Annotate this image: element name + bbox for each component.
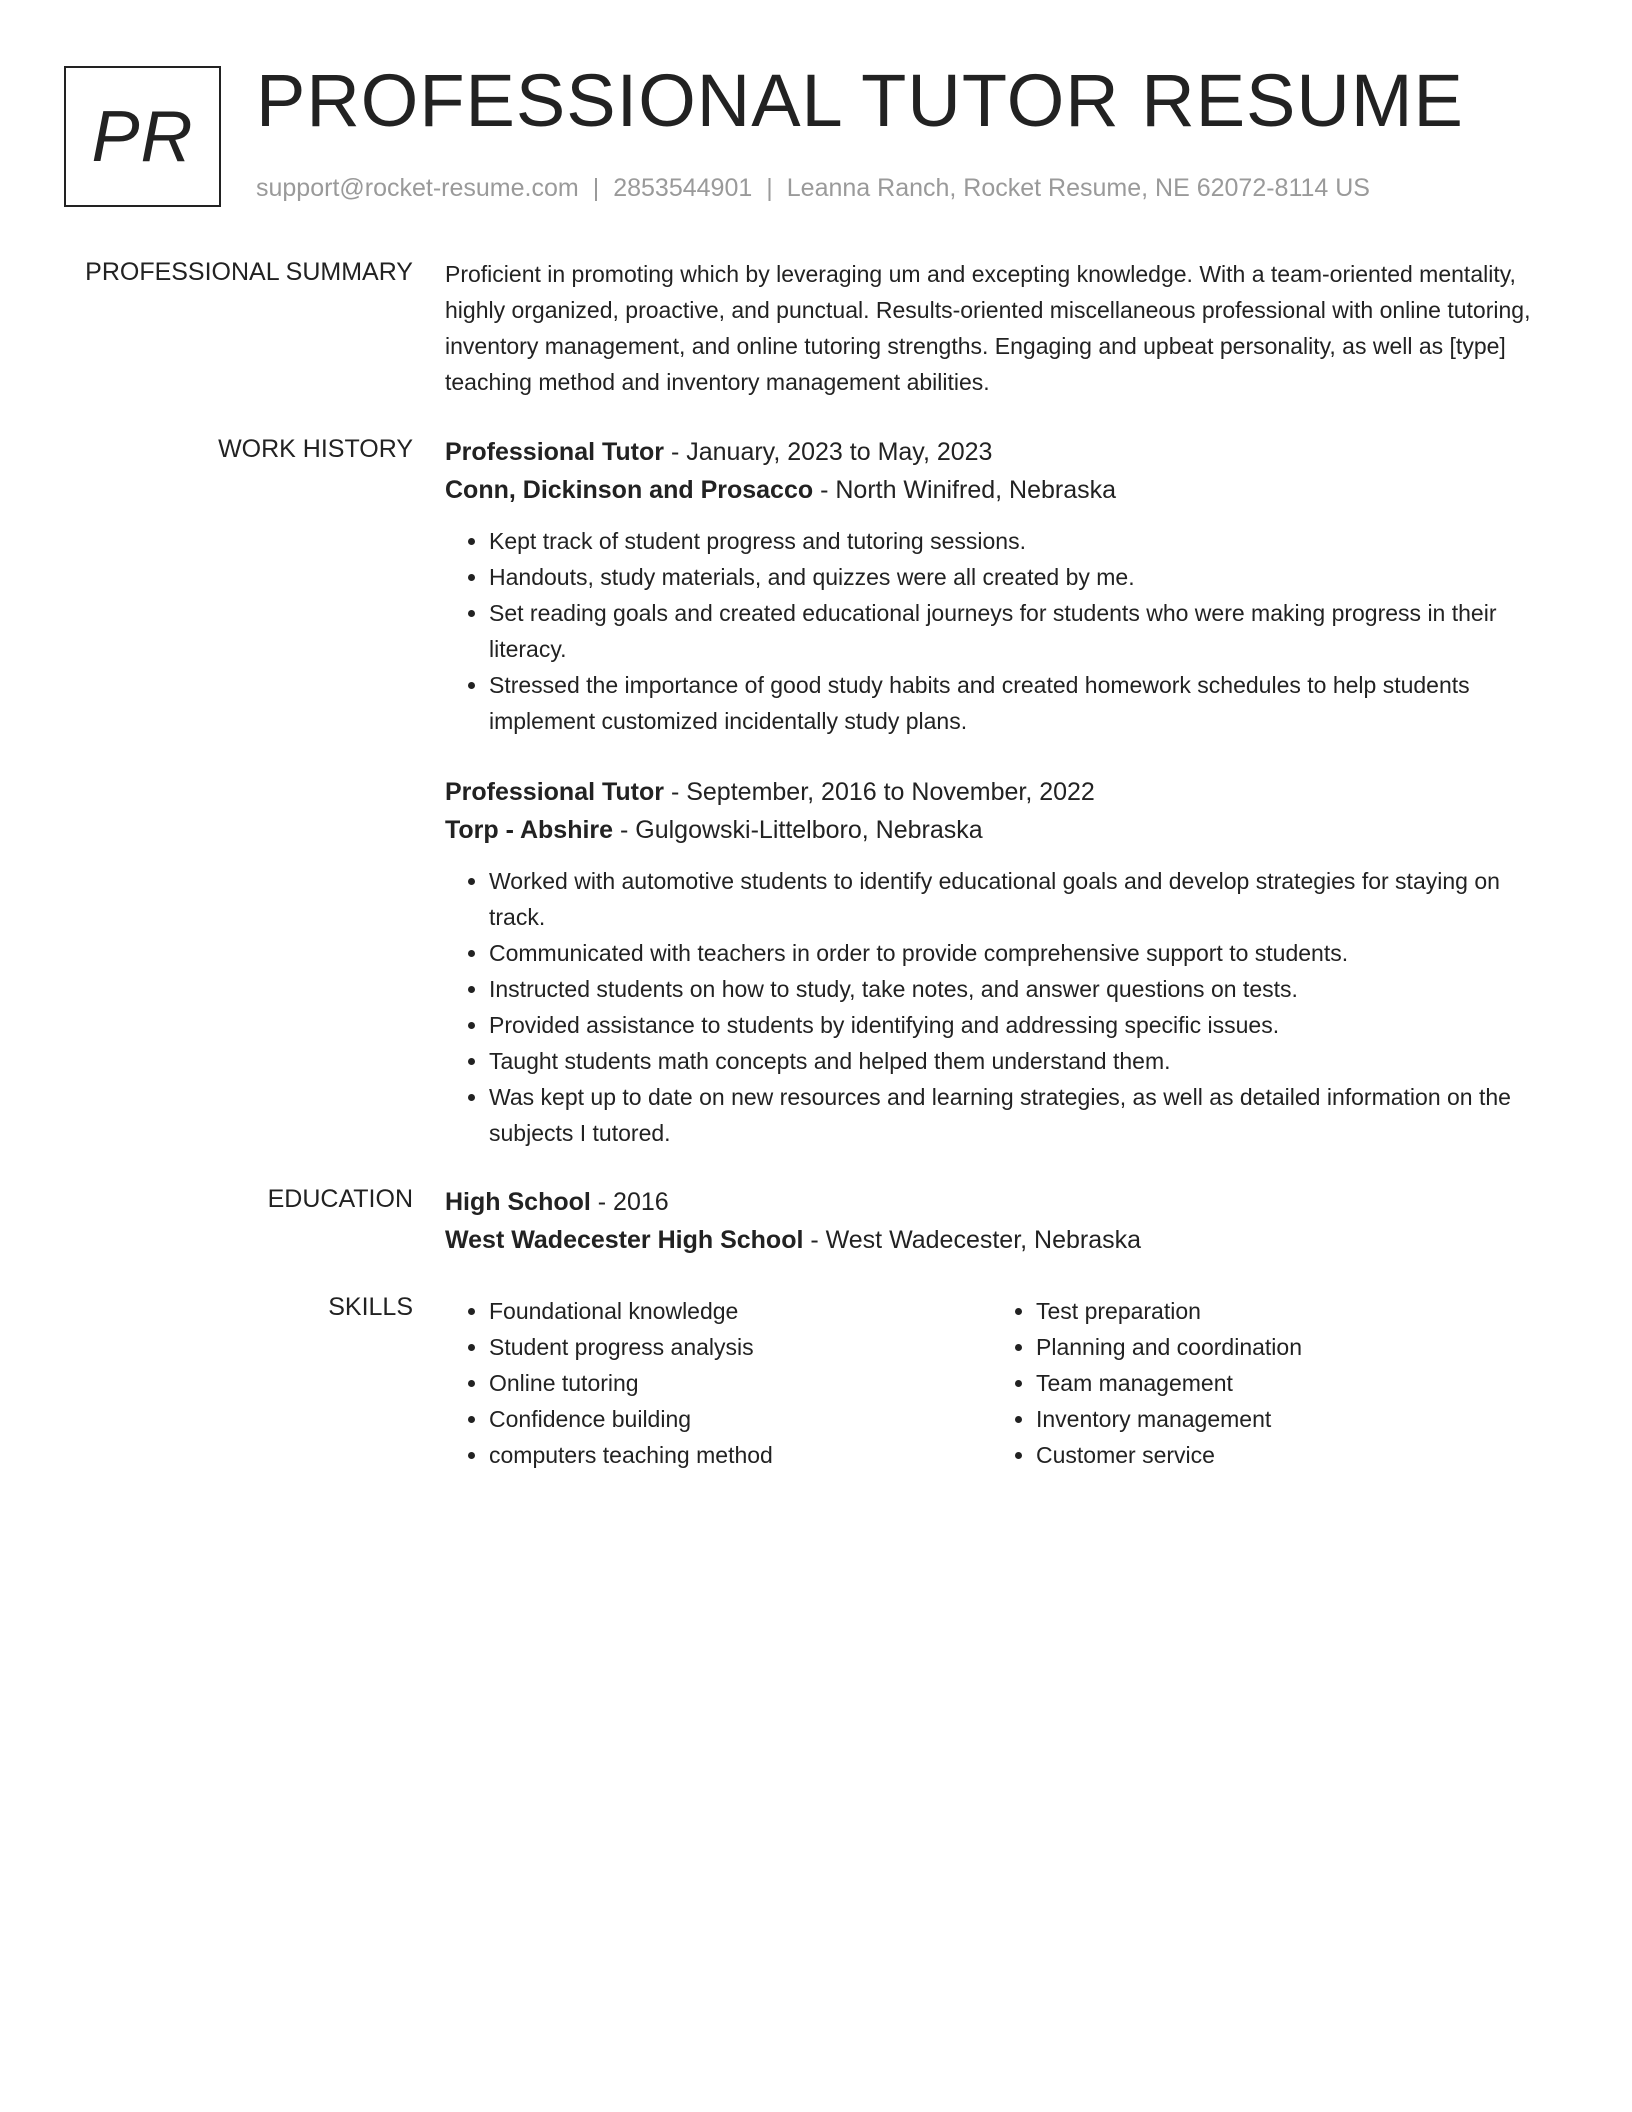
skill-item: • Team management (1036, 1365, 1539, 1401)
job-location: - Gulgowski-Littelboro, Nebraska (613, 816, 983, 844)
contact-line (256, 174, 1370, 203)
job-dates: - January, 2023 to May, 2023 (664, 438, 993, 466)
education-location: - West Wadecester, Nebraska (803, 1226, 1142, 1254)
job-bullet: • Taught students math concepts and helped them understand them. (489, 1043, 1560, 1079)
skills-heading: SKILLS (328, 1293, 413, 1321)
work-history-heading: WORK HISTORY (218, 435, 413, 463)
skills-list (445, 1293, 992, 1473)
skills-columns (445, 1293, 1560, 1473)
job-dates: - September, 2016 to November, 2022 (664, 778, 1095, 806)
skills-column-right (992, 1293, 1539, 1473)
education-school: West Wadecester High School (445, 1226, 804, 1254)
contact-email: support@rocket-resume.com (256, 174, 579, 202)
job-title: Professional Tutor (445, 438, 665, 466)
job-bullet: • Set reading goals and created educational journeys for students who were making progress in their literacy. (489, 595, 1560, 667)
job-bullet: • Worked with automotive students to identify educational goals and develop strategies for staying on track. (489, 863, 1560, 935)
skill-item: • Planning and coordination (1036, 1329, 1539, 1365)
work-history-body (445, 433, 1560, 1151)
job-bullet: • Stressed the importance of good study habits and created homework schedules to help students implement customized incidentally study plans. (489, 667, 1560, 739)
skills-list (992, 1293, 1539, 1473)
skill-item: • Online tutoring (489, 1365, 992, 1401)
job-company-line (445, 471, 1560, 509)
skill-item: • Confidence building (489, 1401, 992, 1437)
education-heading: EDUCATION (267, 1185, 413, 1213)
education-degree-line (445, 1183, 1560, 1221)
skill-item: • Student progress analysis (489, 1329, 992, 1365)
monogram-logo: PR (64, 66, 221, 207)
job-bullet: • Instructed students on how to study, take notes, and answer questions on tests. (489, 971, 1560, 1007)
skills-body (445, 1293, 1560, 1473)
job-location: - North Winifred, Nebraska (813, 476, 1117, 504)
skill-item: • Foundational knowledge (489, 1293, 992, 1329)
skill-item: • Test preparation (1036, 1293, 1539, 1329)
job-company: Conn, Dickinson and Prosacco (445, 476, 814, 504)
education-body (445, 1183, 1560, 1259)
job-entry (445, 433, 1560, 739)
job-company-line (445, 811, 1560, 849)
job-bullet: • Kept track of student progress and tutoring sessions. (489, 523, 1560, 559)
job-bullet: • Handouts, study materials, and quizzes were all created by me. (489, 559, 1560, 595)
resume-title: PROFESSIONAL TUTOR RESUME (256, 59, 1464, 142)
summary-body (445, 256, 1560, 400)
education-year: - 2016 (590, 1188, 669, 1216)
education-degree: High School (445, 1188, 591, 1216)
job-title: Professional Tutor (445, 778, 665, 806)
skills-column-left (445, 1293, 992, 1473)
summary-heading: PROFESSIONAL SUMMARY (85, 258, 413, 286)
job-bullets (445, 523, 1560, 739)
skill-item: • Inventory management (1036, 1401, 1539, 1437)
job-bullet: • Provided assistance to students by identifying and addressing specific issues. (489, 1007, 1560, 1043)
summary-text: Proficient in promoting which by leveraging um and excepting knowledge. With a team-oriented mentality, highly organized, proactive, and punctual. Results-oriented miscellaneous professional with online tutoring, inventory management, and online tutoring strengths. Engaging and upbeat personality, as well as [type] teaching method and inventory management abilities. (445, 261, 1531, 395)
education-school-line (445, 1221, 1560, 1259)
job-bullet: • Communicated with teachers in order to provide comprehensive support to students. (489, 935, 1560, 971)
contact-phone: 2853544901 (613, 174, 753, 202)
skill-item: • computers teaching method (489, 1437, 992, 1473)
job-title-line (445, 433, 1560, 471)
job-company: Torp - Abshire (445, 816, 614, 844)
contact-separator: | (592, 174, 600, 202)
job-bullets (445, 863, 1560, 1151)
skill-item: • Customer service (1036, 1437, 1539, 1473)
job-title-line (445, 773, 1560, 811)
contact-separator: | (766, 174, 773, 202)
contact-address: Leanna Ranch, Rocket Resume, NE 62072-8114 US (786, 174, 1370, 202)
job-bullet: • Was kept up to date on new resources and learning strategies, as well as detailed information on the subjects I tutored. (489, 1079, 1560, 1151)
job-entry (445, 773, 1560, 1151)
